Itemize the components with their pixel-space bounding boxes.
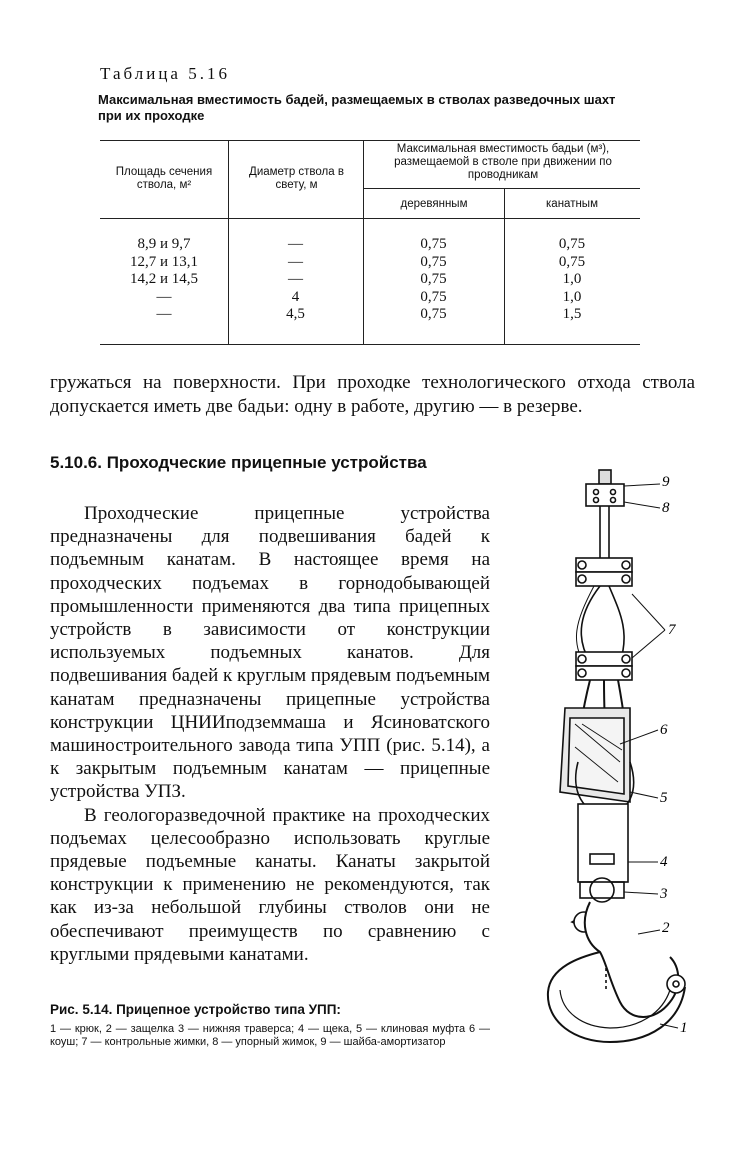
table-cell: 1,5 — [562, 306, 582, 322]
table-cell: 14,2 и 14,5 — [129, 271, 199, 287]
table-subheader-rule — [363, 188, 640, 189]
table-cell: 8,9 и 9,7 — [137, 236, 191, 252]
header-capacity: Максимальная вместимость бадьи (м³), размещаемой в стволе при движении по проводникам — [394, 143, 612, 181]
table-cell: 0,75 — [420, 288, 447, 305]
table-cell: — — [156, 306, 172, 322]
table-label: Таблица 5.16 — [100, 64, 230, 83]
figure-caption-title: Рис. 5.14. Прицепное устройство типа УПП: — [50, 1002, 341, 1017]
callout-label: 3 — [660, 886, 668, 902]
column-rope — [504, 236, 640, 324]
callout-label: 2 — [662, 920, 670, 936]
header-area: Площадь сечения ствола, м² — [115, 166, 213, 191]
table-header-rule — [100, 218, 640, 219]
table-cell: 0,75 — [420, 253, 447, 270]
header-diameter: Диаметр ствола в свету, м — [249, 166, 344, 191]
column-area — [100, 236, 228, 324]
callout-label: 1 — [680, 1020, 688, 1036]
table-cell: — — [288, 271, 303, 287]
header-wooden: деревянным — [400, 198, 468, 210]
section-heading: 5.10.6. Проходческие прицепные устройства — [50, 453, 427, 472]
body-text — [50, 502, 490, 966]
callout-label: 8 — [662, 500, 670, 516]
table-cell: 0,75 — [420, 306, 447, 322]
figure-caption-legend: 1 — крюк, 2 — защелка 3 — нижняя траверса; 4 — щека, 5 — клиновая муфта 6 — коуш; 7 — контрольные жимки, 8 — упорный жимок, 9 — шайба-амортизатор — [50, 1023, 490, 1048]
table-bottom-rule — [100, 344, 640, 345]
paragraph: В геологоразведочной практике на проходческих подъемах целесообразно использовать круглые прядевые подъемные канаты. Канаты закрытой конструкции к применению не рекомендуются, так как из-за небольшой глубины стволов они не обеспечивают преимуществ по сравнению с круглыми прядевыми канатами. — [50, 804, 490, 965]
callout-label: 5 — [660, 790, 668, 806]
table-cell: 0,75 — [420, 271, 447, 287]
hitch-device-drawing — [520, 462, 740, 1062]
table-cell: 0,75 — [558, 236, 586, 252]
table-cell: — — [156, 288, 172, 305]
table-cell: — — [288, 236, 303, 252]
hitch-device-figure — [520, 462, 740, 1062]
column-diameter — [228, 236, 363, 324]
callout-label: 7 — [668, 622, 676, 638]
paragraph: Проходческие прицепные устройства предназначены для подвешивания бадей к подъемным канатам. В настоящее время на проходческих подъемах в горнодобывающей промышленности применяются два типа прицепных устройств в зависимости от конструкции используемых подъемных канатов. Для подвешивания бадей к круглым прядевым подъемным канатам предназначены прицепные устройства конструкции ЦНИИподземмаша и Ясиноватского машиностроительного завода типа УПП (рис. 5.14), а к закрытым подъемным канатам — прицепные устройства УПЗ. — [50, 503, 490, 803]
table-cell: 0,75 — [420, 236, 447, 252]
table-cell: 1,0 — [562, 271, 582, 287]
table-cell: 1,0 — [562, 288, 582, 305]
table-top-rule — [100, 140, 640, 141]
table-title: Максимальная вместимость бадей, размещаемых в стволах разведочных шахт при их проходке — [98, 92, 616, 123]
table-cell: 0,75 — [558, 253, 586, 270]
callout-label: 4 — [660, 854, 668, 870]
continuation-paragraph: гружаться на поверхности. При проходке технологического отхода ствола допускается иметь две бадьи: одну в работе, другию — в резерве. — [50, 372, 695, 417]
table-cell: 4,5 — [286, 306, 305, 322]
table-cell: 4 — [291, 288, 300, 305]
column-wooden — [363, 236, 504, 324]
header-rope: канатным — [546, 198, 598, 210]
table-cell: 12,7 и 13,1 — [129, 253, 199, 270]
callout-label: 6 — [660, 722, 668, 738]
table-cell: — — [288, 253, 303, 270]
callout-label: 9 — [662, 474, 670, 490]
